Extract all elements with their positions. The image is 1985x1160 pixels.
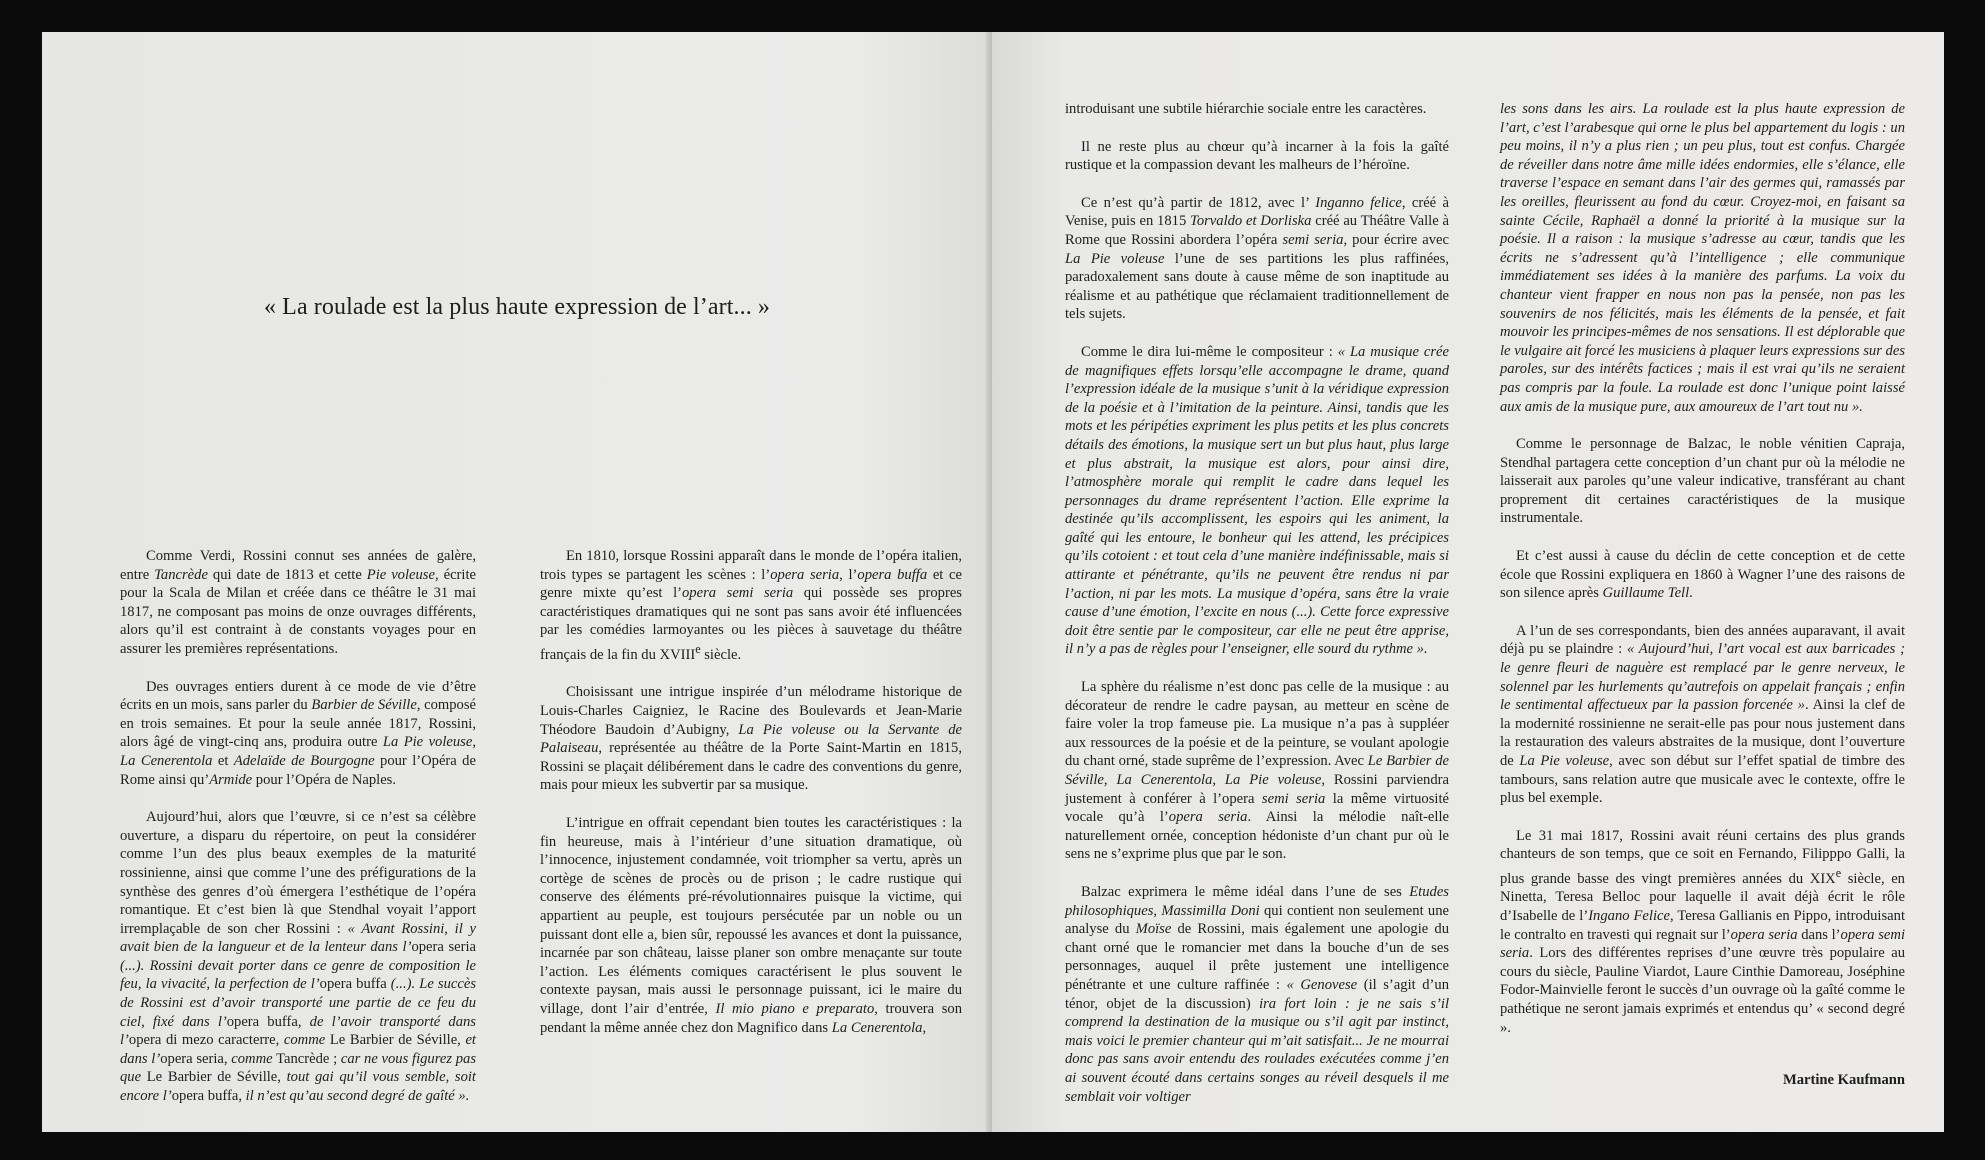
paragraph: Des ouvrages entiers durent à ce mode de vie d’être écrits en un mois, sans parler du Barbier de Séville, composé en trois semaines. Et pour la seule année 1817, Rossini, alors âgé de vingt-cinq ans, produira outre La Pie voleuse, La Cenerentola et Adelaïde de Bourgogne pour l’Opéra de Rome ainsi qu’Armide pour l’Opéra de Naples. — [120, 678, 476, 788]
paragraph: Comme le dira lui-même le compositeur : « La musique crée de magnifiques effets lorsqu’elle accompagne le drame, quand l’expression idéale de la musique s’unit à la véridique expression de la poésie et à l’imitation de la peinture. Ainsi, tandis que les mots et les péripéties expriment les plus petits et les plus concrets détails des émotions, la musique sert un but plus haut, plus large et plus abstrait, la musique est alors, pour ainsi dire, l’atmosphère morale qui remplit le cadre dans lequel les personnages du drame représentent l’action. Elle exprime la destinée qu’ils accomplissent, les espoirs qui les animent, la gaîté qui les entoure, le bonheur qui les attend, les précipices qu’ils cotoient : et tout cela d’une manière indéfinissable, mais si attirante et pénétrante, qu’ils ne peuvent être rendus ni par l’action, ni par les mots. La musique d’opéra, sans être la vraie cause d’une émotion, l’excite en nous (...). Cette force expressive doit être sentie par le compositeur, car elle ne peut être apprise, il n’y a pas de règles pour l’enseigner, elle sourd du rythme ». — [1065, 343, 1449, 658]
paragraph: Et c’est aussi à cause du déclin de cette conception et de cette école que Rossini expliquera en 1860 à Wagner l’une des raisons de son silence après Guillaume Tell. — [1500, 548, 1905, 602]
paragraph: les sons dans les airs. La roulade est la plus haute expression de l’art, c’est l’arabesque qui orne le plus bel appartement du logis : un peu moins, il n’y a plus rien ; un peu plus, tout est confus. Chargée de réveiller dans notre âme mille idées endormies, elle s’élance, elle traverse l’espace en semant dans l’air des germes qui, ramassés par les oreilles, fleurissent au fond du cœur. Croyez-moi, en faisant sa sainte Cécile, Raphaël a donné la priorité à la musique sur la poésie. Il a raison : la musique s’adresse au cœur, tandis que les écrits ne s’adressent qu’à l’intelligence ; elle communique immédiatement ses idées à la manière des parfums. La voix du chanteur vient frapper en nous non pas la pensée, non pas les souvenirs de nos félicités, mais les éléments de la pensée, et fait mouvoir les principes-mêmes de nos sensations. Il est déplorable que le vulgaire ait forcé les musiciens à plaquer leurs expressions sur des paroles, sur des intérêts factices ; mais il est vrai qu’ils ne seraient pas compris par la foule. La roulade est donc l’unique point laissé aux amis de la musique pure, aux amoureux de l’art tout nu ». — [1500, 101, 1905, 415]
paragraph: Choisissant une intrigue inspirée d’un mélodrame historique de Louis-Charles Caigniez, le Racine des Boulevards et Jean-Marie Théodore Baudoin d’Aubigny, La Pie voleuse ou la Servante de Palaiseau, représentée au théâtre de la Porte Saint-Martin en 1815, Rossini se plaçait délibérement dans le cadre des conventions du genre, mais pour mieux les subvertir par sa musique. — [540, 684, 962, 794]
right-page — [992, 32, 1944, 1132]
paragraph: La sphère du réalisme n’est donc pas celle de la musique : au décorateur de rendre le cadre paysan, au metteur en scène de faire voler la trop fameuse pie. La musique n’a pas à suppléer aux ressources de la poésie et de la peinture, se voulant apologie du chant orné, stade suprême de l’expression. Avec Le Barbier de Séville, La Cenerentola, La Pie voleuse, Rossini parviendra justement à conférer à l’opera semi seria la même virtuosité vocale qu’à l’opera seria. Ainsi la mélodie naît-elle naturellement ornée, conception hédoniste d’un chant pur où le sens ne s’exprime plus que par le son. — [1065, 679, 1449, 863]
article-title: « La roulade est la plus haute expression de l’art... » — [263, 294, 770, 320]
author-signature: Martine Kaufmann — [1782, 1072, 1905, 1088]
paragraph: Comme le personnage de Balzac, le noble vénitien Capraja, Stendhal partagera cette conception d’un chant pur où la mélodie ne laisserait aux paroles qu’une valeur indicative, transférant au chant proprement dit certaines caractéristiques de la musique instrumentale. — [1500, 436, 1905, 527]
text-column-1 — [120, 547, 476, 1106]
paragraph: L’intrigue en offrait cependant bien toutes les caractéristiques : la fin heureuse, mais à l’intérieur d’une situation dramatique, où l’innocence, injustement condamnée, voit triompher sa vertu, après un cortège de scènes de procès ou de prison ; le cadre rustique qui conserve des éléments pré-révolutionnaires puisque la victime, qui appartient au peuple, est toujours persécutée par un noble ou un puissant dont elle a, bien sûr, repoussé les avances et dont la puissance, incarnée par son château, laisse planer son ombre menaçante sur toute l’action. Les éléments comiques caractérisent le plus souvent le contexte paysan, mais aussi le personnage puissant, ici le maire du village, dont l’air d’entrée, Il mio piano e preparato, trouvera son pendant la même année chez don Magnifico dans La Cenerentola, — [540, 814, 963, 1036]
left-page — [42, 32, 992, 1132]
text-column-2 — [540, 547, 962, 1037]
paragraph: A l’un de ses correspondants, bien des années auparavant, il avait déjà pu se plaindre : « Aujourd’hui, l’art vocal est aux barricades ; le genre fleuri de naguère est remplacé par le genre nerveux, le solennel par les hurlements qu’autrefois on appelait français ; enfin le sentimental affectueux par la passion forcenée ». Ainsi la clef de la modernité rossinienne ne serait-elle pas pour nous justement dans la restauration des valeurs abstraites de la musique, dont l’ouverture de La Pie voleuse, avec son début sur l’effet spatial de timbre des tambours, sans relation autre que musicale avec le contexte, offre le plus bel exemple. — [1500, 622, 1905, 807]
paragraph: Balzac exprimera le même idéal dans l’une de ses Etudes philosophiques, Massimilla Doni qui contient non seulement une analyse du Moïse de Rossini, mais également une apologie du chant orné que le romancier met dans la bouche d’un de ses personnages, auquel il prête justement une intelligence pénétrante et une culture raffinée : « Genovese (il s’agit d’un ténor, objet de la discussion) ira fort loin : je ne sais s’il comprend la destination de la musique ou s’il agit par instinct, mais voici le premier chanteur qui m’ait satisfait... Je ne mourrai donc pas sans avoir entendu des roulades exécutées comme j’en ai souvent écouté dans certains songes au réveil desquels il me semblait voir voltiger — [1065, 883, 1450, 1105]
paragraph: Ce n’est qu’à partir de 1812, avec l’ Inganno felice, créé à Venise, puis en 1815 Torvaldo et Dorliska créé au Théâtre Valle à Rome que Rossini abordera l’opéra semi seria, pour écrire avec La Pie voleuse l’une de ses partitions les plus raffinées, paradoxalement sans doute à cause même de son inaptitude au réalisme et au pathétique que réclamaient traditionnellement de tels sujets. — [1065, 194, 1449, 323]
text-column-4 — [1500, 100, 1905, 1037]
paragraph: Il ne reste plus au chœur qu’à incarner à la fois la gaîté rustique et la compassion devant les malheurs de l’héroïne. — [1065, 138, 1449, 174]
paragraph: Comme Verdi, Rossini connut ses années de galère, entre Tancrède qui date de 1813 et cette Pie voleuse, écrite pour la Scala de Milan et créée dans ce théâtre le 31 mai 1817, ne composant pas moins de onze ouvrages différents, alors qu’il est contraint à de constants voyages pour en assurer les premières représentations. — [120, 548, 476, 657]
paragraph: Aujourd’hui, alors que l’œuvre, si ce n’est sa célèbre ouverture, a disparu du répertoire, on peut la considérer comme l’un des plus beaux exemples de la maturité rossinienne, ainsi que comme l’une des préfigurations de la synthèse des genres d’où émergera l’esthétique de l’opéra romantique. Et c’est bien là que Stendhal voyait l’apport irremplaçable de son cher Rossini : « Avant Rossini, il y avait bien de la langueur et de la lenteur dans l’opera seria (...). Rossini devait porter dans ce genre de composition le feu, la vivacité, la perfection de l’opera buffa (...). Le succès de Rossini est d’avoir transporté une partie de ce feu du ciel, fixé dans l’opera buffa, de l’avoir transporté dans l’opera di mezo caracterre, comme Le Barbier de Séville, et dans l’opera seria, comme Tancrède ; car ne vous figurez pas que Le Barbier de Séville, tout gai qu’il vous semble, soit encore l’opera buffa, il n’est qu’au second degré de gaîté ». — [120, 809, 477, 1105]
paragraph: introduisant une subtile hiérarchie sociale entre les caractères. — [1065, 101, 1427, 117]
paragraph: En 1810, lorsque Rossini apparaît dans le monde de l’opéra italien, trois types se partagent les scènes : l’opera seria, l’opera buffa et ce genre mixte qu’est l’opera semi seria qui possède ses propres caractéristiques dramatiques qui ne sont pas sans avoir été influencées par les comédies larmoyantes ou les pièces à sauvetage du théâtre français de la fin du XVIIIe siècle. — [540, 548, 962, 663]
paragraph: Le 31 mai 1817, Rossini avait réuni certains des plus grands chanteurs de son temps, que ce soit en Fernando, Filipppo Galli, la plus grande basse des vingt premières années du XIXe siècle, en Ninetta, Teresa Belloc pour laquelle il avait déjà écrit le rôle d’Isabelle de l’Ingano Felice, Teresa Gallianis en Pippo, introduisant le contralto en travesti qui regnait sur l’opera seria dans l’opera semi seria. Lors des différentes reprises d’une œuvre très populaire au cours du siècle, Pauline Viardot, Laure Cinthie Damoreau, Joséphine Fodor-Mainvielle feront le succès d’un ouvrage où la gaîté comme le pathétique ne seront jamais exprimés et entendus qu’ « second degré ». — [1500, 827, 1906, 1036]
text-column-3 — [1065, 100, 1449, 1106]
